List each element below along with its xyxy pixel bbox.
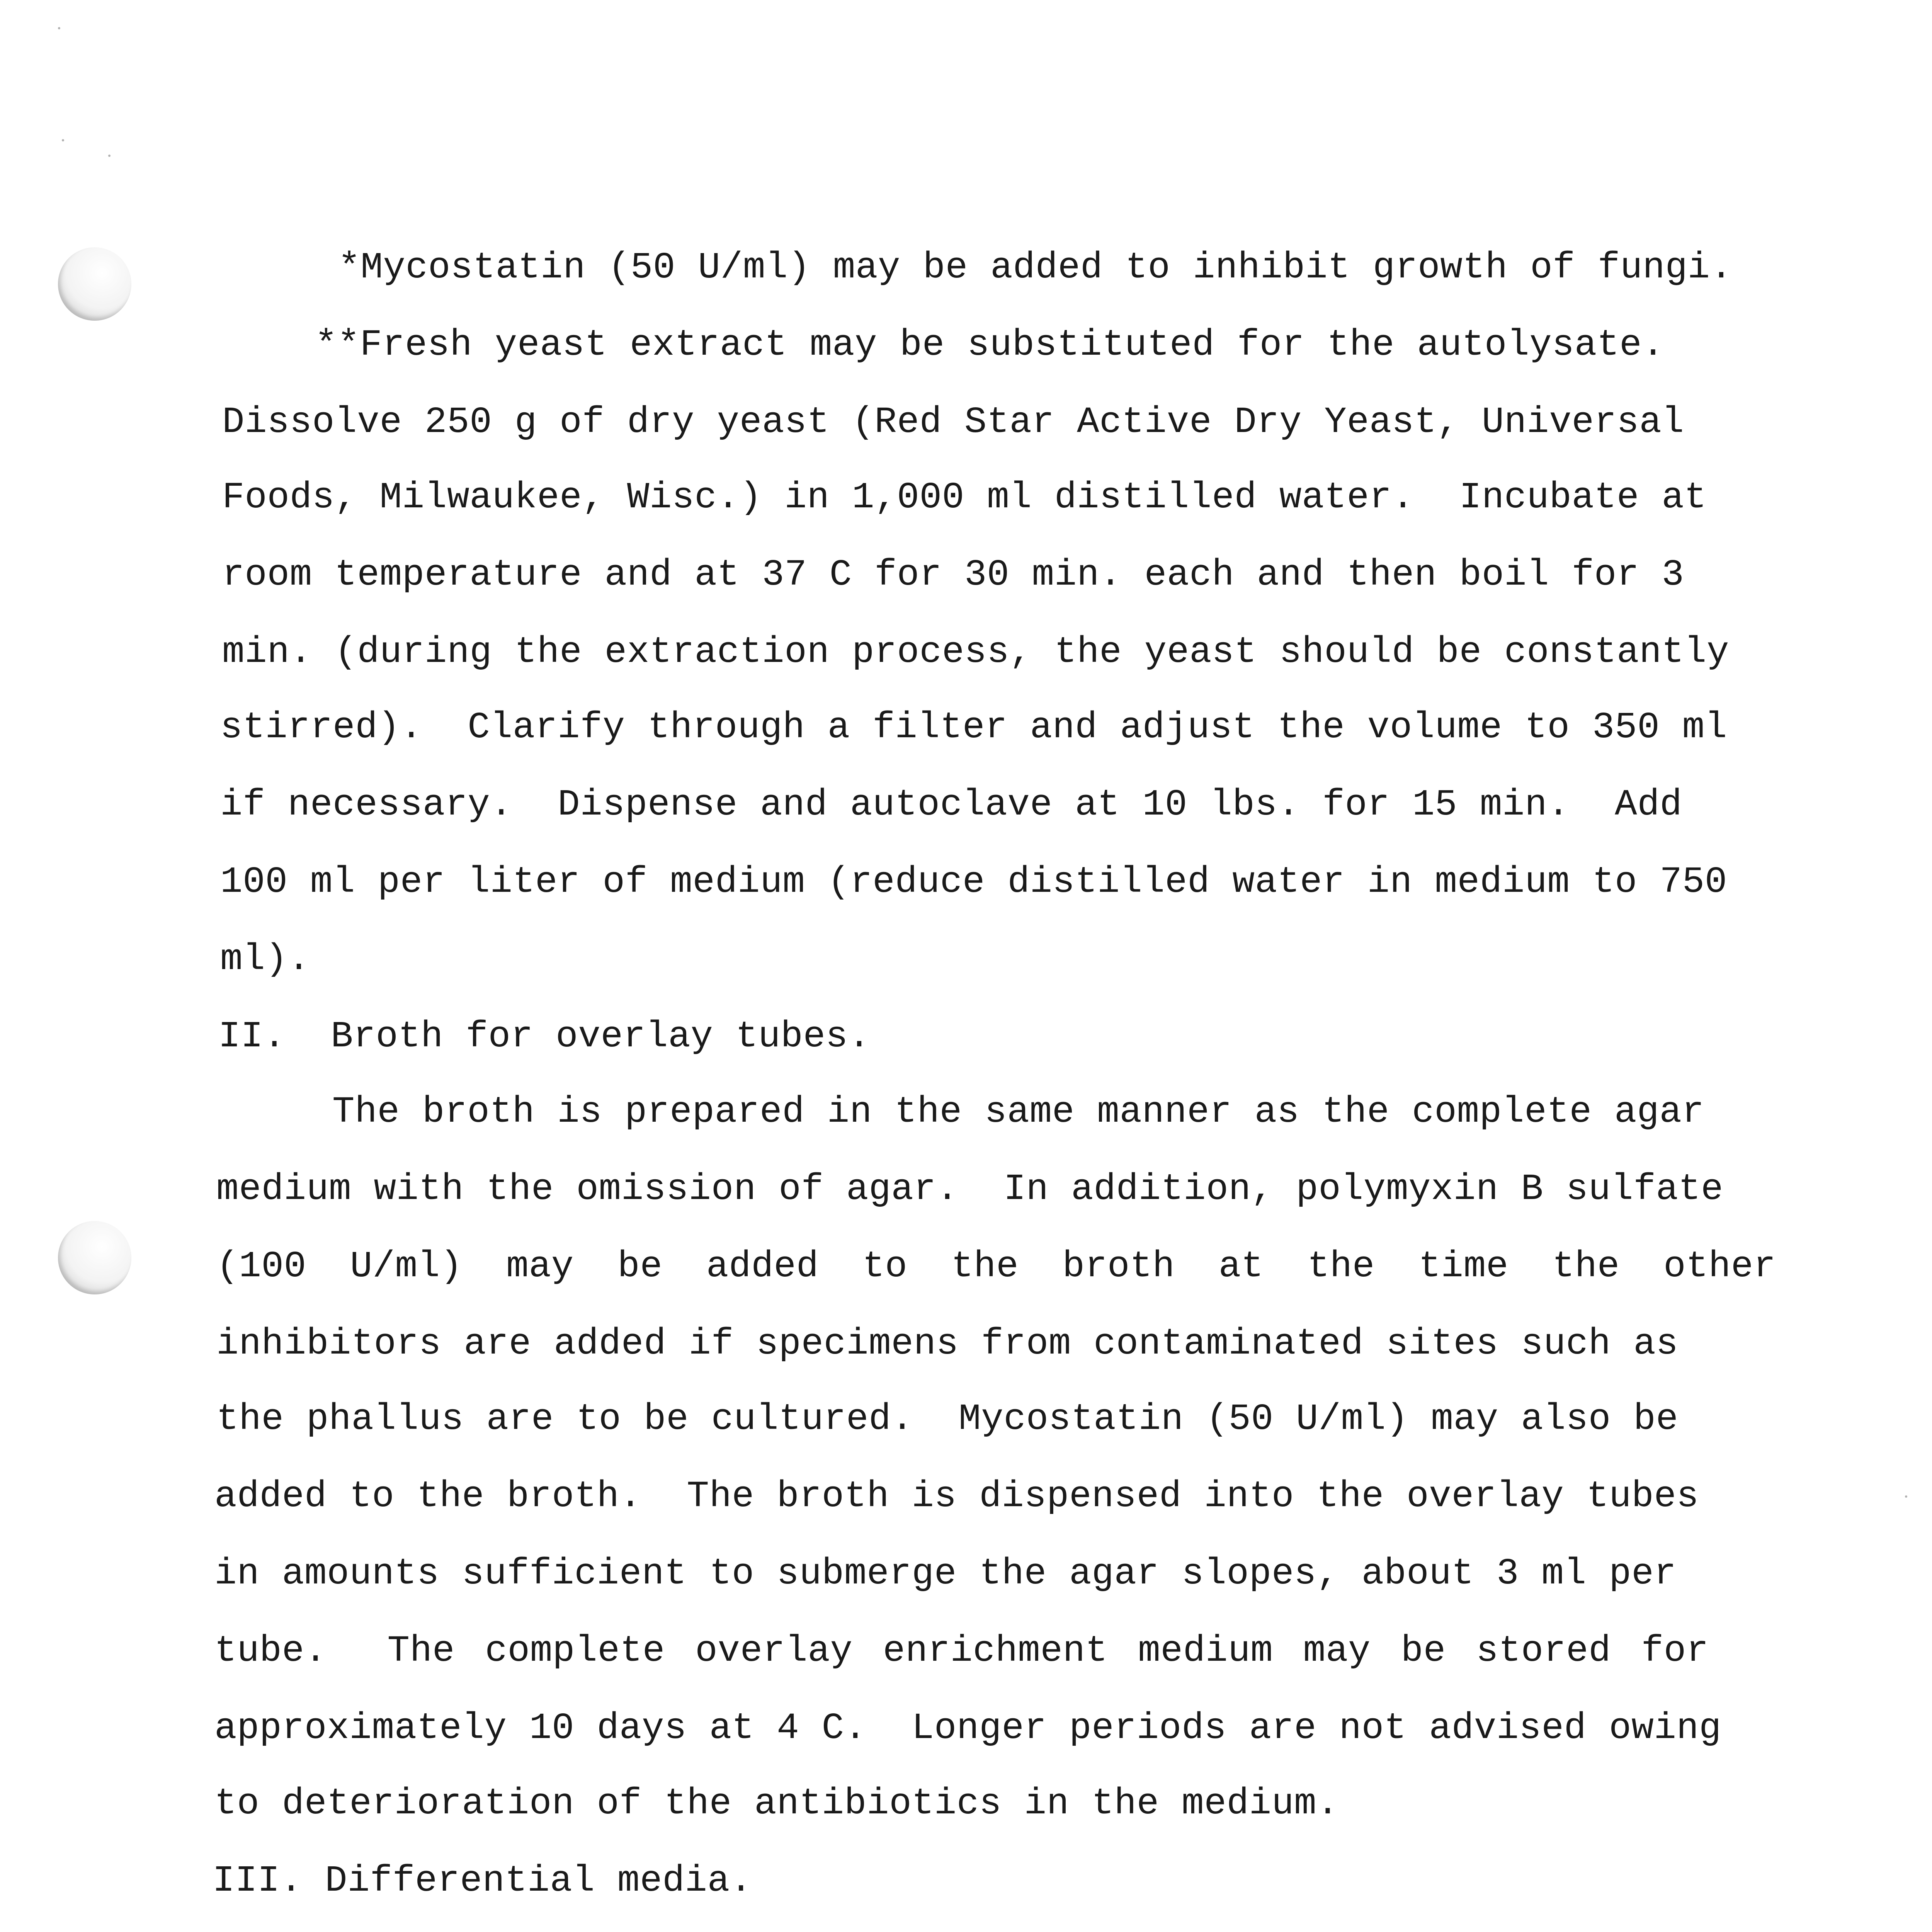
section-heading: II. Broth for overlay tubes. — [218, 1015, 871, 1058]
text-line: ml). — [220, 938, 310, 980]
text-line: tube. The complete overlay enrichment medium may be stored for — [214, 1630, 1709, 1672]
text-line: *Mycostatin (50 U/ml) may be added to inhibit growth of fungi. — [338, 247, 1733, 289]
text-line: Dissolve 250 g of dry yeast (Red Star Active Dry Yeast, Universal — [222, 401, 1684, 443]
text-line: in amounts sufficient to submerge the agar slopes, about 3 ml per — [214, 1553, 1677, 1595]
binder-hole-top — [58, 247, 131, 321]
text-line: Foods, Milwaukee, Wisc.) in 1,000 ml distilled water. Incubate at — [222, 476, 1707, 519]
text-line: approximately 10 days at 4 C. Longer periods are not advised owing — [214, 1707, 1722, 1749]
text-line: (100 U/ml) may be added to the broth at the time the other — [216, 1245, 1776, 1287]
text-line: **Fresh yeast extract may be substituted for the autolysate. — [315, 324, 1665, 366]
binder-hole-middle — [58, 1221, 131, 1294]
text-line: 100 ml per liter of medium (reduce distilled water in medium to 750 — [220, 861, 1728, 903]
section-heading: III. Differential media. — [213, 1860, 753, 1902]
text-line: to deterioration of the antibiotics in the medium. — [214, 1782, 1339, 1825]
text-line: added to the broth. The broth is dispensed into the overlay tubes — [214, 1475, 1699, 1517]
text-line: if necessary. Dispense and autoclave at 10 lbs. for 15 min. Add — [220, 784, 1682, 826]
text-line: room temperature and at 37 C for 30 min. each and then boil for 3 — [222, 554, 1684, 596]
text-line: The broth is prepared in the same manner as the complete agar — [332, 1091, 1704, 1133]
text-line: medium with the omission of agar. In addition, polymyxin B sulfate — [216, 1168, 1724, 1210]
text-line: min. (during the extraction process, the yeast should be constantly — [222, 631, 1730, 673]
text-line: the phallus are to be cultured. Mycostatin (50 U/ml) may also be — [216, 1398, 1679, 1440]
text-line: stirred). Clarify through a filter and adjust the volume to 350 ml — [220, 706, 1728, 748]
text-line: inhibitors are added if specimens from contaminated sites such as — [216, 1323, 1679, 1365]
